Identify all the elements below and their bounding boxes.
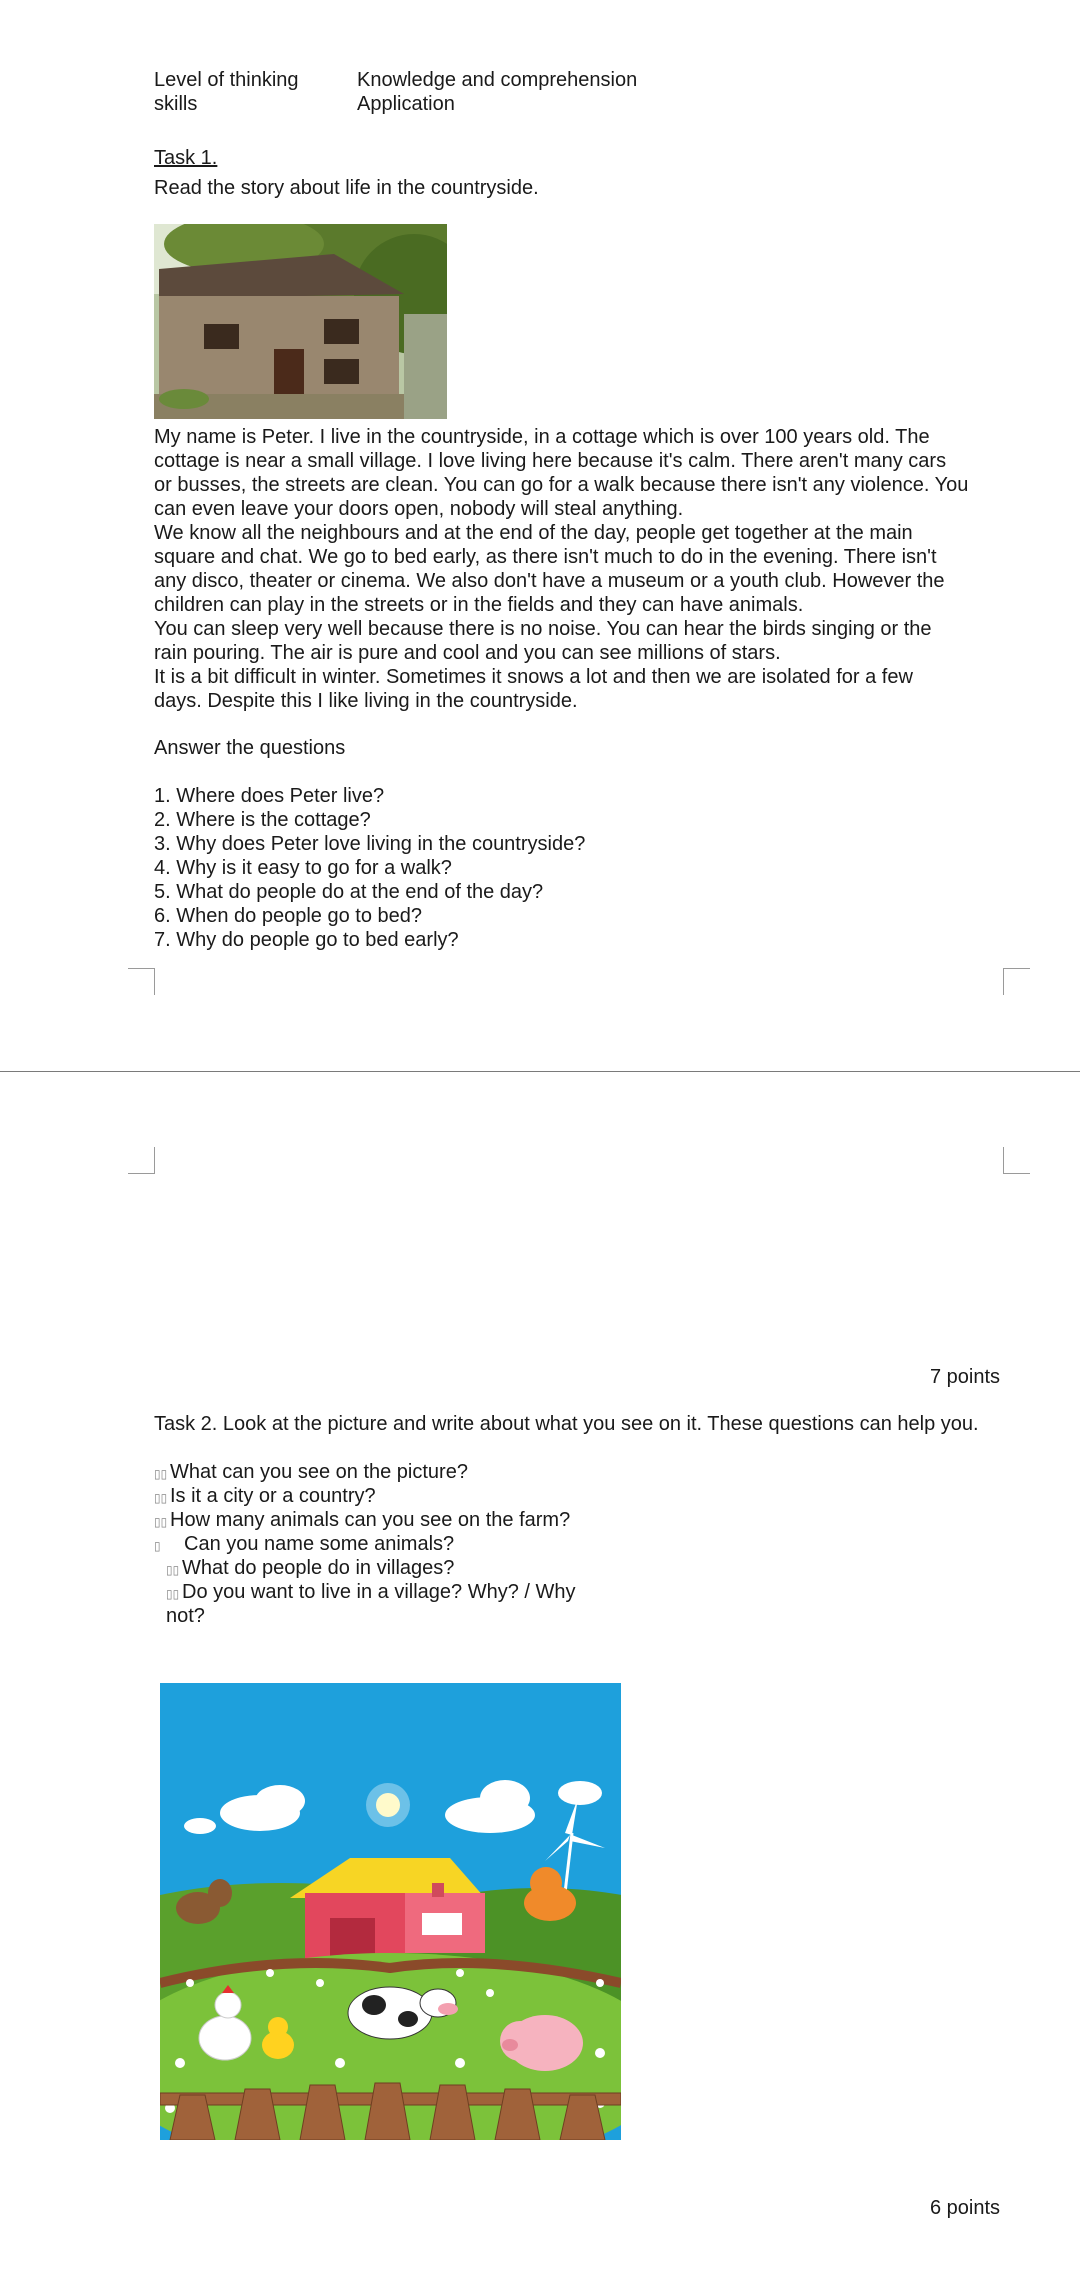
question-item: 3. Why does Peter love living in the countryside? — [154, 833, 586, 855]
question-item: 5. What do people do at the end of the day? — [154, 881, 544, 903]
hint-item: ▯▯ What can you see on the picture? — [154, 1461, 468, 1483]
page-corner-mark — [1003, 968, 1030, 995]
points-label: 7 points — [930, 1366, 1001, 1388]
page-corner-mark — [128, 1147, 155, 1174]
answer-heading: Answer the questions — [154, 737, 346, 759]
question-list — [154, 784, 585, 952]
level-value-line2: Application — [357, 93, 455, 115]
page-corner-mark — [1003, 1147, 1030, 1174]
question-item: 1. Where does Peter live? — [154, 785, 385, 807]
story-line: rain pouring. The air is pure and cool and you can see millions of stars. — [154, 642, 781, 664]
hint-item: ▯▯ How many animals can you see on the farm? — [154, 1509, 571, 1531]
task1-title: Task 1. — [154, 147, 218, 169]
hint-item: not? — [166, 1605, 205, 1627]
hint-item: ▯▯ Is it a city or a country? — [154, 1485, 376, 1507]
story-line: We know all the neighbours and at the end of the day, people get together at the main — [154, 522, 913, 544]
question-item: 2. Where is the cottage? — [154, 809, 371, 831]
story-line: You can sleep very well because there is no noise. You can hear the birds singing or the — [154, 618, 932, 640]
story-text — [154, 425, 1004, 713]
page-corner-mark — [128, 968, 155, 995]
farm-image — [160, 1683, 621, 2140]
question-item: 7. Why do people go to bed early? — [154, 929, 459, 951]
hint-item: ▯ Can you name some animals? — [154, 1533, 455, 1555]
story-line: It is a bit difficult in winter. Sometimes it snows a lot and then we are isolated for a few — [154, 666, 913, 688]
task2-title: Task 2. Look at the picture and write about what you see on it. These questions can help you. — [154, 1413, 979, 1435]
story-line: My name is Peter. I live in the countryside, in a cottage which is over 100 years old. The — [154, 426, 930, 448]
level-value-line1: Knowledge and comprehension — [357, 69, 638, 91]
story-line: square and chat. We go to bed early, as there isn't much to do in the evening. There isn't — [154, 546, 937, 568]
hint-item: ▯▯ What do people do in villages? — [166, 1557, 455, 1579]
question-item: 4. Why is it easy to go for a walk? — [154, 857, 452, 879]
level-label-line2: skills — [154, 93, 198, 115]
cottage-image — [154, 224, 447, 419]
story-line: can even leave your doors open, nobody will steal anything. — [154, 498, 684, 520]
points-label: 6 points — [930, 2197, 1001, 2219]
level-label-line1: Level of thinking — [154, 69, 299, 91]
story-line: days. Despite this I like living in the countryside. — [154, 690, 578, 712]
hint-item: ▯▯ Do you want to live in a village? Why? / Why — [166, 1581, 576, 1603]
page-separator — [0, 1071, 1080, 1072]
story-line: or busses, the streets are clean. You can go for a walk because there isn't any violence. You — [154, 474, 969, 496]
story-line: any disco, theater or cinema. We also don't have a museum or a youth club. However the — [154, 570, 945, 592]
question-item: 6. When do people go to bed? — [154, 905, 422, 927]
story-line: children can play in the streets or in the fields and they can have animals. — [154, 594, 804, 616]
story-line: cottage is near a small village. I love living here because it's calm. There aren't many cars — [154, 450, 947, 472]
task1-instruction: Read the story about life in the countryside. — [154, 177, 539, 199]
